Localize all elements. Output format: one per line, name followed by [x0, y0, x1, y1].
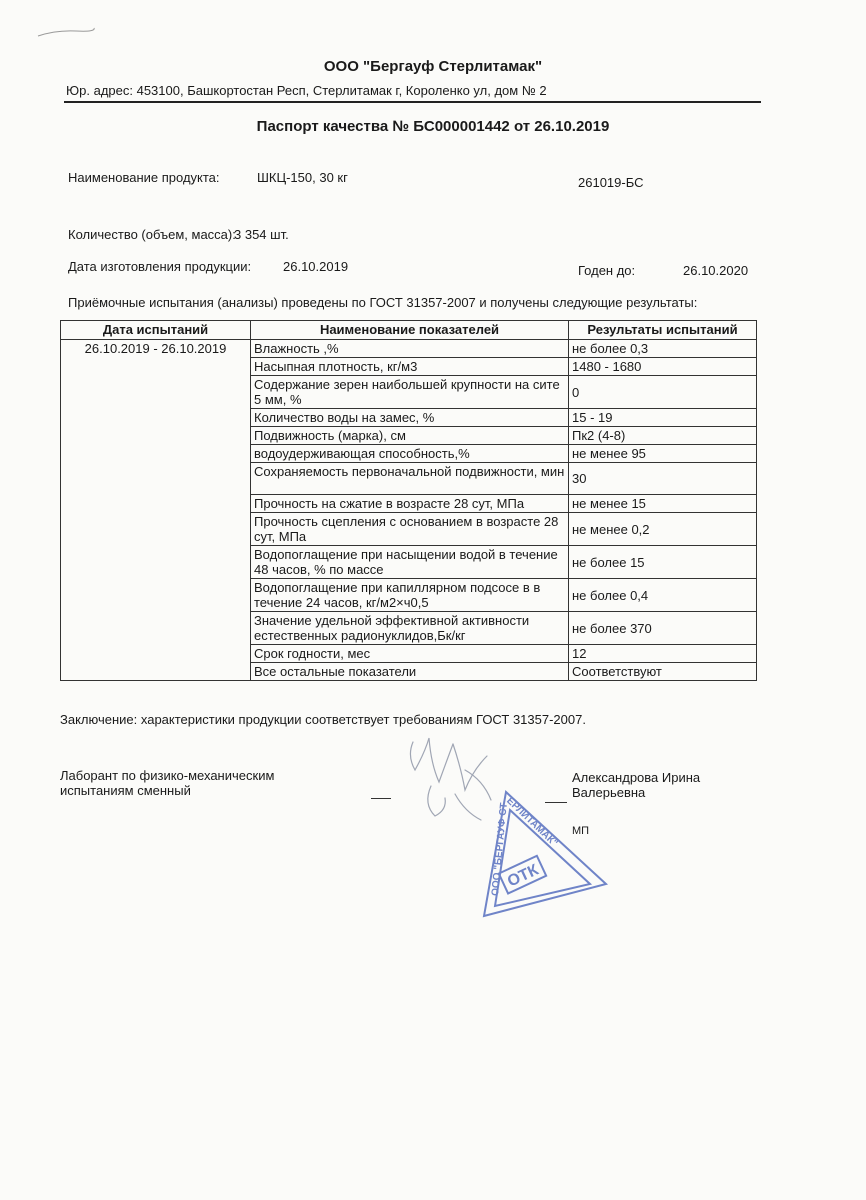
- test-result: Соответствуют: [569, 663, 757, 681]
- test-result: не менее 0,2: [569, 513, 757, 546]
- conclusion: Заключение: характеристики продукции соответствует требованиям ГОСТ 31357-2007.: [60, 712, 586, 727]
- indicator-name: Водопоглащение при насыщении водой в течение 48 часов, % по массе: [251, 546, 569, 579]
- test-date-cell: 26.10.2019 - 26.10.2019: [61, 340, 251, 663]
- header-divider: [64, 101, 761, 103]
- test-result: Пк2 (4-8): [569, 427, 757, 445]
- indicator-name: водоудерживающая способность,%: [251, 445, 569, 463]
- stamp-center-text: ОТК: [505, 861, 542, 891]
- test-result: 12: [569, 645, 757, 663]
- header-test-date: Дата испытаний: [61, 321, 251, 340]
- test-result: не более 0,4: [569, 579, 757, 612]
- valid-until-label: Годен до:: [578, 263, 636, 278]
- signer-name-line1: Александрова Ирина: [572, 770, 701, 785]
- table-row: [61, 340, 757, 358]
- legal-address: Юр. адрес: 453100, Башкортостан Респ, Стерлитамак г, Короленко ул, дом № 2: [66, 83, 547, 98]
- indicator-name: Насыпная плотность, кг/м3: [251, 358, 569, 376]
- results-table: [60, 320, 757, 681]
- document-title: Паспорт качества № БС000001442 от 26.10.2019: [256, 118, 610, 135]
- table-header-row: [61, 321, 757, 340]
- valid-until-value: 26.10.2020: [683, 263, 749, 278]
- indicator-name: Значение удельной эффективной активности естественных радионуклидов,Бк/кг: [251, 612, 569, 645]
- test-date-cell-empty: [61, 663, 251, 681]
- otk-stamp: [462, 788, 612, 923]
- test-result: не менее 95: [569, 445, 757, 463]
- stamp-outer-text: ООО "БЕРГАУФ СТЕРЛИТАМАК": [489, 795, 560, 897]
- test-result: 30: [569, 463, 757, 495]
- test-result: 0: [569, 376, 757, 409]
- signer-name-line2: Валерьевна: [572, 785, 646, 800]
- production-date-value: 26.10.2019: [283, 259, 349, 274]
- test-result: не более 370: [569, 612, 757, 645]
- indicator-name: Сохраняемость первоначальной подвижности, мин: [251, 463, 569, 495]
- quantity-value: 3 354 шт.: [234, 227, 289, 242]
- indicator-name: Прочность сцепления с основанием в возрасте 28 сут, МПа: [251, 513, 569, 546]
- seal-label: МП: [572, 825, 590, 837]
- test-result: не более 0,3: [569, 340, 757, 358]
- signer-position-line1: Лаборант по физико-механическим: [60, 768, 275, 783]
- header-indicator: Наименование показателей: [251, 321, 569, 340]
- signature-line-left: [371, 798, 391, 799]
- production-date-label: Дата изготовления продукции:: [68, 259, 252, 274]
- product-name-label: Наименование продукта:: [68, 170, 220, 185]
- table-row: [61, 663, 757, 681]
- header-result: Результаты испытаний: [569, 321, 757, 340]
- signer-position-line2: испытаниям сменный: [60, 783, 191, 798]
- indicator-name: Прочность на сжатие в возрасте 28 сут, МПа: [251, 495, 569, 513]
- indicator-name: Количество воды на замес, %: [251, 409, 569, 427]
- quantity-label: Количество (объем, масса):: [68, 227, 236, 242]
- test-result: не более 15: [569, 546, 757, 579]
- test-result: 1480 - 1680: [569, 358, 757, 376]
- tests-intro: Приёмочные испытания (анализы) проведены по ГОСТ 31357-2007 и получены следующие результаты:: [68, 295, 698, 310]
- indicator-name: Все остальные показатели: [251, 663, 569, 681]
- batch-number: 261019-БС: [578, 175, 644, 190]
- company-name: ООО "Бергауф Стерлитамак": [323, 58, 543, 75]
- indicator-name: Содержание зерен наибольшей крупности на сите 5 мм, %: [251, 376, 569, 409]
- indicator-name: Водопоглащение при капиллярном подсосе в в течение 24 часов, кг/м2×ч0,5: [251, 579, 569, 612]
- indicator-name: Влажность ,%: [251, 340, 569, 358]
- product-name-value: ШКЦ-150, 30 кг: [257, 170, 348, 185]
- test-result: не менее 15: [569, 495, 757, 513]
- indicator-name: Срок годности, мес: [251, 645, 569, 663]
- indicator-name: Подвижность (марка), см: [251, 427, 569, 445]
- test-result: 15 - 19: [569, 409, 757, 427]
- scan-artifact: [36, 22, 96, 42]
